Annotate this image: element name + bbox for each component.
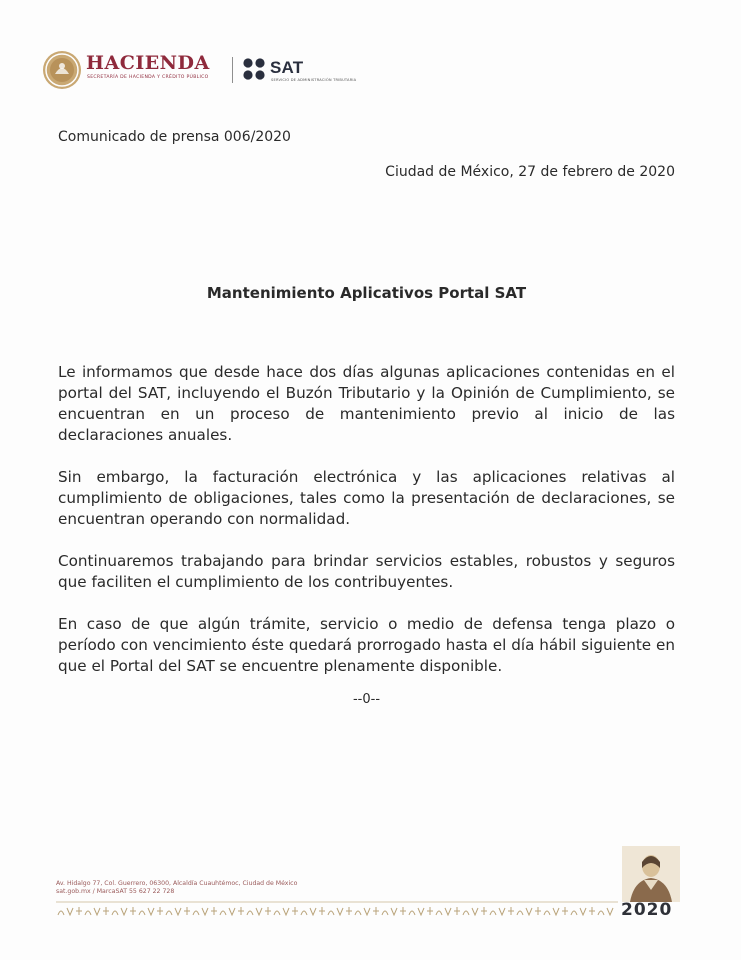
footer-contact-line: sat.gob.mx / MarcaSAT 55 627 22 728 (56, 888, 175, 895)
press-release-title: Mantenimiento Aplicativos Portal SAT (206, 284, 527, 302)
footer-year: 2020 (621, 900, 673, 920)
body-paragraph: Sin embargo, la facturación electrónica y las aplicaciones relativas al cumplimiento de obligaciones, tales como la presentación de declaraciones, se encuentran operando con normalidad. (58, 468, 675, 528)
logo-divider (232, 57, 233, 83)
footer-address-line: Av. Hidalgo 77, Col. Guerrero, 06300, Alcaldía Cuauhtémoc, Ciudad de México (56, 880, 298, 887)
decorative-border-pattern (56, 899, 618, 919)
body-paragraph: Continuaremos trabajando para brindar servicios estables, robustos y seguros que faciliten el cumplimiento de los contribuyentes. (58, 552, 675, 591)
mexico-seal-icon (42, 50, 82, 90)
body-paragraph: En caso de que algún trámite, servicio o medio de defensa tenga plazo o período con vencimiento éste quedará prorrogado hasta el día hábil siguiente en que el Portal del SAT se encuentre plenamente disponible. (58, 615, 675, 675)
sat-logo-icon (242, 57, 266, 81)
press-release-date: Ciudad de México, 27 de febrero de 2020 (385, 164, 675, 180)
footer-address (56, 880, 297, 896)
header-logos (42, 48, 372, 90)
closing-mark: --0-- (352, 692, 381, 707)
sat-logo-text: SAT (270, 58, 304, 77)
sat-subtitle: SERVICIO DE ADMINISTRACIÓN TRIBUTARIA (271, 78, 357, 82)
historical-figure-portrait-icon (622, 846, 680, 902)
press-release-number: Comunicado de prensa 006/2020 (58, 129, 291, 145)
body-paragraph: Le informamos que desde hace dos días algunas aplicaciones contenidas en el portal del SAT, incluyendo el Buzón Tributario y la Opinión de Cumplimiento, se encuentran en un proceso de mantenimiento previo al inicio de las declaraciones anuales. (58, 363, 675, 444)
hacienda-subtitle: SECRETARÍA DE HACIENDA Y CRÉDITO PÚBLICO (87, 75, 209, 80)
hacienda-logo-text: HACIENDA (86, 52, 210, 74)
press-release-body (58, 362, 675, 698)
